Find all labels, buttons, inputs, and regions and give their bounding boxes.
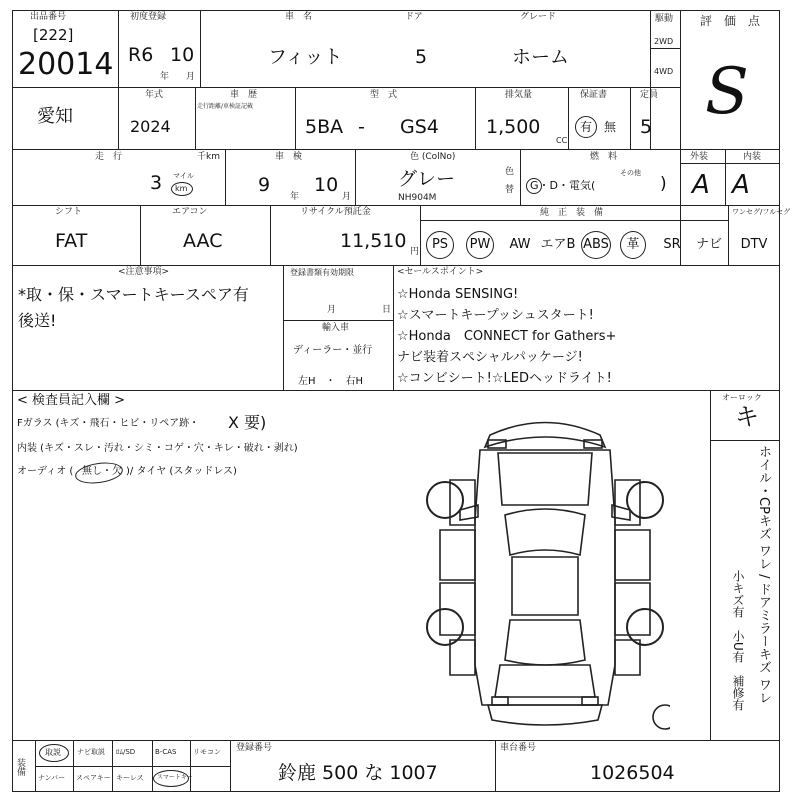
sales-point: ☆コンビシート!☆LEDヘッドライト! xyxy=(397,371,612,386)
recycle-yen: 円 xyxy=(410,247,420,257)
model-year-label: 年式 xyxy=(145,90,164,100)
history-sub: 走行距離/車検証記載 xyxy=(197,103,254,110)
color-change-1: 色 xyxy=(505,167,515,177)
chassis-label: 車台番号 xyxy=(500,743,537,753)
capacity-label: 定員 xyxy=(640,90,659,100)
sales-point: ☆スマートキープッシュスタート! xyxy=(397,308,594,323)
car-diagram xyxy=(420,405,670,735)
footer-item: ナビ取説 xyxy=(77,748,105,756)
license-plate: 鈴鹿 500 な 1007 xyxy=(278,762,438,784)
warranty-no: 無 xyxy=(604,120,617,134)
shift-value: FAT xyxy=(55,230,88,252)
mileage-unit-km: km xyxy=(175,184,188,193)
tv-value: DTV xyxy=(740,237,768,252)
exterior-grade: A xyxy=(692,170,710,200)
windshield xyxy=(505,509,585,555)
caution-label: <注意事項> xyxy=(118,267,170,277)
cc-unit: CC xyxy=(556,136,568,145)
autolock-mark: キ xyxy=(735,403,759,431)
footer-item: B-CAS xyxy=(155,748,177,756)
model-name: フィット xyxy=(268,46,343,68)
lot-number-label: 出品番号 xyxy=(30,12,67,22)
title-deadline-label: 登録書類有効期限 xyxy=(290,268,354,277)
front-bumper xyxy=(485,423,605,448)
footer-equipment-label: 装備 xyxy=(15,758,25,776)
equipment-ps: PS xyxy=(431,237,449,252)
steering-side: 左H ・ 右H xyxy=(298,376,364,387)
hood xyxy=(498,453,592,505)
capacity-value: 5 xyxy=(640,116,653,138)
mileage-unit-mile: マイル xyxy=(173,172,194,180)
caution-text-line2: 後送! xyxy=(18,311,57,330)
right-rear-quarter xyxy=(615,640,640,675)
mileage-unit-label: 千km xyxy=(197,152,220,162)
inspector-glass: Fガラス (キズ・飛石・ヒビ・リペア跡・ xyxy=(17,418,200,429)
tailgate xyxy=(495,665,595,697)
body-outline xyxy=(475,450,615,705)
spare-tire xyxy=(653,705,670,729)
manual-label: 取説 xyxy=(45,748,61,757)
inspection-month: 10 xyxy=(314,174,339,196)
deadline-month: 月 xyxy=(327,305,337,315)
mileage-label: 走 行 xyxy=(95,152,123,162)
rear-window xyxy=(505,620,585,665)
plate-label: 登録番号 xyxy=(236,743,273,753)
location: 愛知 xyxy=(37,106,73,127)
inspector-glass-mark: X 要) xyxy=(228,413,267,432)
rear-right-lamp xyxy=(582,697,598,705)
inspection-month-unit: 月 xyxy=(342,192,352,202)
color-value: グレー xyxy=(398,168,456,190)
tv-label: ワンセグ/フルセグ xyxy=(732,208,791,216)
equipment-abs: ABS xyxy=(583,237,609,252)
left-rear-quarter xyxy=(450,640,475,675)
footer-item: ナンバー xyxy=(38,774,66,782)
sales-points-label: <セールスポイント> xyxy=(397,267,484,277)
first-registration-era: R6 xyxy=(128,44,154,66)
fuel-label: 燃 料 xyxy=(590,152,618,162)
audio-circle xyxy=(74,460,124,486)
color-code: NH904M xyxy=(398,193,437,203)
score-value: S xyxy=(705,55,749,129)
displacement-value: 1,500 xyxy=(486,116,541,138)
inspector-interior: 内装 (キズ・スレ・汚れ・シミ・コゲ・穴・キレ・破れ・剥れ) xyxy=(17,443,298,454)
aircon-value: AAC xyxy=(183,230,223,252)
first-registration-label: 初度登録 xyxy=(130,12,167,22)
shift-label: シフト xyxy=(55,207,83,217)
inspection-year-unit: 年 xyxy=(290,192,300,202)
warranty-label: 保証書 xyxy=(580,90,608,100)
import-type: ディーラー・並行 xyxy=(293,345,373,356)
color-change-2: 替 xyxy=(505,185,515,195)
left-front-door xyxy=(440,530,475,580)
lot-bracket: [222] xyxy=(33,26,74,44)
score-label: 評 価 点 xyxy=(700,14,761,28)
drive-4wd: 4WD xyxy=(654,67,674,76)
inspector-title: < 検査員記入欄 > xyxy=(17,393,126,408)
lot-number: 20014 xyxy=(18,47,114,82)
interior-label: 内装 xyxy=(743,152,762,162)
interior-grade: A xyxy=(732,170,750,200)
model-name-label: 車 名 xyxy=(285,12,313,22)
inspection-year: 9 xyxy=(258,174,271,196)
doors-label: ドア xyxy=(405,12,423,22)
drive-2wd: 2WD xyxy=(654,37,674,46)
mileage-value: 3 xyxy=(150,172,163,194)
model-code-prefix: 5BA xyxy=(305,116,344,138)
inspector-audio: オーディオ ( xyxy=(17,466,74,477)
model-code: GS4 xyxy=(400,116,439,138)
equipment-airbag: エアB xyxy=(540,237,576,252)
right-front-door xyxy=(615,530,650,580)
left-front-wheel xyxy=(427,482,463,518)
model-code-label: 型 式 xyxy=(370,90,398,100)
damage-legend-2: 小キズ有 小U有 補修有 xyxy=(731,570,745,711)
equipment-pw: PW xyxy=(469,237,491,252)
left-rear-wheel xyxy=(427,609,463,645)
equipment-leather: 革 xyxy=(626,237,640,252)
grade-label: グレード xyxy=(520,12,557,22)
fuel-options: G・D・電気( xyxy=(530,179,596,192)
roof xyxy=(512,557,578,615)
drive-label: 駆動 xyxy=(655,14,674,24)
rear-bumper xyxy=(488,705,602,725)
model-year: 2024 xyxy=(130,117,171,136)
equipment-sr: SR xyxy=(663,237,681,252)
color-label: 色 (ColNo) xyxy=(410,152,456,162)
inspector-audio-tail: )/ タイヤ (スタッドレス) xyxy=(126,466,237,477)
inspector-audio-options: 無し・欠 xyxy=(82,466,122,477)
autolock-label: オーロック xyxy=(722,393,762,402)
chassis-number: 1026504 xyxy=(590,762,675,784)
recycle-label: リサイクル預託金 xyxy=(300,207,371,217)
fuel-other: その他 xyxy=(620,169,641,177)
equipment-navi: ナビ xyxy=(695,237,722,252)
footer-item: ﾛﾑ/SD xyxy=(116,748,136,756)
recycle-value: 11,510 xyxy=(340,230,407,252)
year-unit: 年 xyxy=(160,72,170,82)
grade-value: ホーム xyxy=(512,46,570,68)
fuel-close: ) xyxy=(660,174,667,194)
footer-item: キーレス xyxy=(116,774,144,782)
exterior-label: 外装 xyxy=(690,152,709,162)
footer-item: リモコン xyxy=(193,748,221,756)
warranty-yes: 有 xyxy=(580,120,593,134)
equipment-aw: AW xyxy=(509,237,531,252)
inspection-label: 車 検 xyxy=(275,152,303,162)
sales-point: ☆Honda CONNECT for Gathers+ xyxy=(397,329,617,344)
first-registration-month: 10 xyxy=(170,44,195,66)
aircon-label: エアコン xyxy=(172,207,208,217)
displacement-label: 排気量 xyxy=(505,90,533,100)
damage-legend-1: ホイル・CPキズ ワレ / ドアミラーキズ ワレ xyxy=(756,445,771,704)
right-front-wheel xyxy=(627,482,663,518)
right-rear-wheel xyxy=(627,609,663,645)
rear-left-lamp xyxy=(492,697,508,705)
import-label: 輸入車 xyxy=(322,323,350,333)
month-unit: 月 xyxy=(186,72,196,82)
sales-point: ☆Honda SENSING! xyxy=(397,287,519,302)
sales-point: ナビ装着スペシャルパッケージ! xyxy=(397,350,583,365)
history-label: 車 歴 xyxy=(230,90,258,100)
caution-text-line1: *取・保・スマートキースペア有 xyxy=(18,285,249,304)
model-code-dash: - xyxy=(358,116,365,138)
footer-item: スペアキー xyxy=(76,774,111,782)
footer-item: スマートキー xyxy=(157,774,193,781)
doors-value: 5 xyxy=(415,46,428,68)
equipment-label: 純 正 装 備 xyxy=(540,208,604,218)
deadline-day: 日 xyxy=(382,305,392,315)
